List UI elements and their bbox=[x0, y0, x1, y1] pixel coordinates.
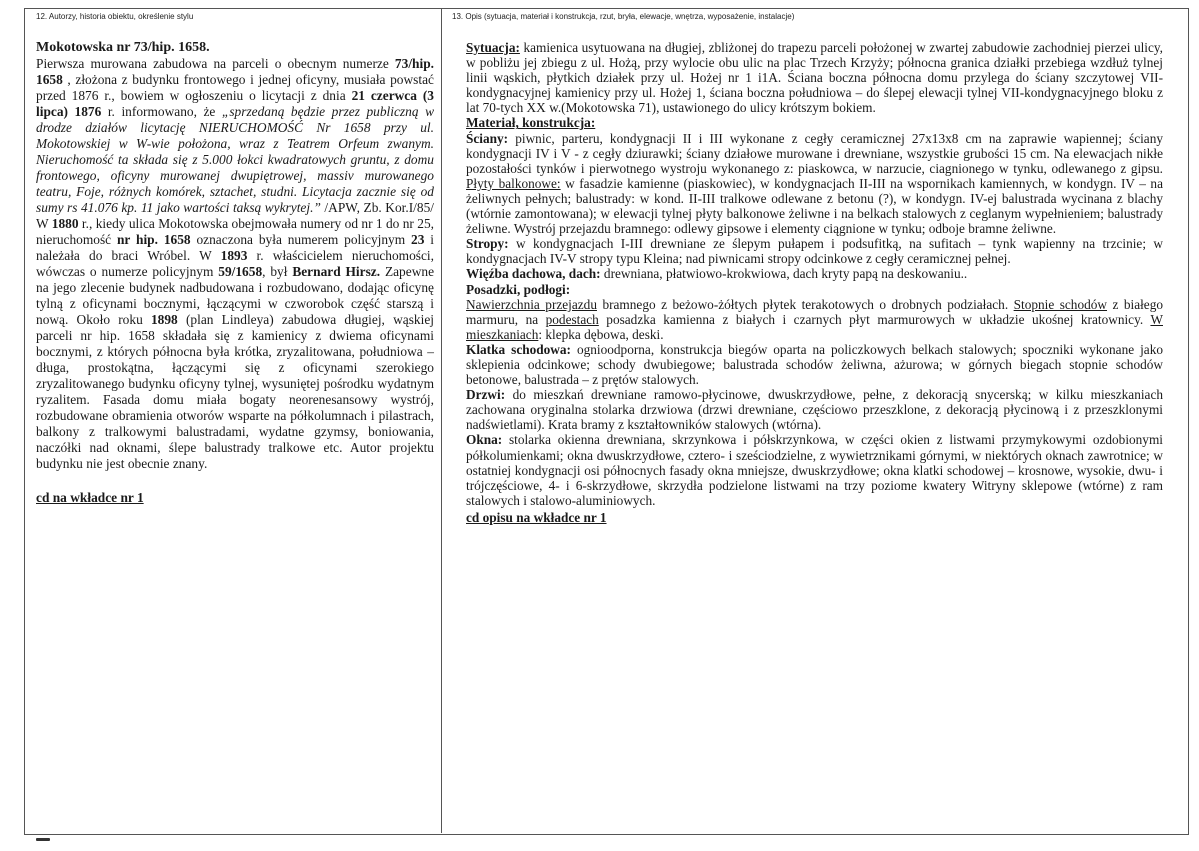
stairs-steps-label: Stopnie schodów bbox=[1013, 296, 1108, 312]
roof-paragraph bbox=[466, 266, 1163, 281]
text-run: r. informowano, że bbox=[101, 104, 222, 119]
roof-text: drewniana, płatwiowo-krokwiowa, dach kryty papą na deskowaniu.. bbox=[600, 266, 968, 282]
left-column-header: 12. Autorzy, historia obiektu, określenie stylu bbox=[36, 12, 194, 21]
text-run: i należała do braci Wróbel. W bbox=[36, 232, 435, 263]
windows-text: stolarka okienna drewniana, skrzynkowa i półskrzynkowa, w części okien z listwami przymykowymi ozdobionymi półkolumienkami; okna dwuskrzydłowe, cztero- i sześciodzielne, z wywietrznikami górnymi, w niektórych oknach zawrotnice; w ostatniej kondygnacji osi północnych fasady okna mniejsze, dwuskrzydłowe; okna klatki schodowej – krosnowe, wysokie, dwu- i trójczęściowe, 4- i 6-skrzydłowe, skrzydła podzielone listwami na trzy poziome kwatery Witryny sklepowe (wtórne) z ram stalowych i stalowo-aluminiowych. bbox=[466, 432, 1163, 508]
bold-run: nr hip. 1658 bbox=[116, 232, 191, 247]
text-run: r. właścicielem nieruchomości, wówczas o numerze policyjnym bbox=[36, 248, 434, 279]
stairs-steps-text: z białego marmuru, na bbox=[466, 296, 1164, 327]
walls-label: Ściany: bbox=[466, 130, 509, 146]
text-run: , złożona z budynku frontowego i jednej oficyny, musiała powstać przed 1876 r., bowiem w ogłoszeniu o licytacji z dnia bbox=[36, 72, 434, 103]
floors-label: Posadzki, podłogi: bbox=[466, 281, 571, 297]
situation-text: kamienica usytuowana na długiej, zbliżonej do trapezu parceli położonej w zwartej zabudowie zachodniej pierzei ulicy, w pobliżu jej zbiegu z ul. Hożą, przy wylocie obu ulic na plac Trzech Krzyży; północna granica działki przebiega wzdłuż tylnej linii wąskich, płytkich działek przy ul. Hożej nr 1 i1A. Ściana boczna północna domu przylega do ściany szczytowej VII-kondygnacyjnej kamienicy przy ul. Hożej 1, ściana boczna południowa – do ślepej elewacji tylnej VII-kondygnacyjnego bloku z lat 70-tych XX w.(Mokotowska 71), ustawionego do ulicy krótszym bokiem. bbox=[466, 40, 1163, 116]
situation-label: Sytuacja: bbox=[466, 40, 520, 55]
owner-name: Bernard Hirsz. bbox=[292, 264, 381, 279]
balcony-label: Płyty balkonowe: bbox=[466, 175, 561, 191]
walls-paragraph bbox=[466, 131, 1163, 237]
bold-run: 1898 bbox=[150, 312, 178, 327]
address-title: Mokotowska nr 73/hip. 1658. bbox=[36, 40, 210, 55]
auction-quote: „sprzedaną będzie przez publiczną w drodze działów licytację NIERUCHOMOŚĆ Nr 1658 przy ul. Mokotowskiej w W-wie położona, wraz z Teatrem Orfeum zwanym. Nieruchomość ta składa się z 5.000 łokci kwadratowych gruntu, z domu frontowego, oficyny murowanej dwupiętrowej, massiv murowanego teatru, Foje, różnych komórek, sztachet, studni. Licytacja zacznie się od sumy rs 41.076 kp. 11 jako wartości taksą wykrytej.” bbox=[36, 104, 434, 215]
text-run: Pierwsza murowana zabudowa na parceli o obecnym numerze bbox=[36, 56, 395, 71]
continuation-link[interactable]: cd na wkładce nr 1 bbox=[36, 490, 144, 505]
staircase-paragraph bbox=[466, 342, 1163, 387]
text-run: (plan Lindleya) zabudowa długiej, wąskiej parceli nr hip. 1658 składała się z kamienicy z dwiema oficynami bocznymi, z których północna była krótka, zryzalitowana, południowa – długa, prostokątna, łączącymi się z oficynami szerokiego zryzalitowanego budynku oficyny tylnej, wysuniętej pośrodku wydatnym ryzalitem. Fasada domu miała bogaty neorenesansowy wystrój, rozbudowane obramienia otworów wsparte na półkolumnach i pilastrach, balkony z tralkowymi balustradami, wydatne gzymsy, boniowania, naczółki nad oknami, ślepe balustrady tralkowe etc. Autor projektu budynku nie jest obecnie znany. bbox=[36, 312, 435, 471]
right-column-header: 13. Opis (sytuacja, materiał i konstrukcja, rzut, bryła, elewacje, wnętrza, wyposażenie, instalacje) bbox=[452, 12, 795, 21]
staircase-label: Klatka schodowa: bbox=[466, 341, 571, 357]
apartments-label: W mieszkaniach bbox=[466, 311, 1163, 342]
landings-text: posadzka kamienna z białych i czarnych płyt marmurowych w układzie ukośnej kratownicy. bbox=[598, 311, 1151, 327]
text-run: , był bbox=[262, 264, 293, 279]
bold-run: 73/hip. 1658 bbox=[36, 56, 434, 87]
windows-label: Okna: bbox=[466, 432, 503, 448]
history-column bbox=[36, 40, 434, 506]
bold-run: 59/1658 bbox=[218, 264, 263, 279]
description-continuation-link[interactable]: cd opisu na wkładce nr 1 bbox=[466, 509, 607, 525]
walls-text-cont: w fasadzie kamienne (piaskowiec), w kondygnacjach II-III na wspornikach kamiennych, w kondygn. IV – na żeliwnych pełnych; balustrady: w kond. II-III tralkowe odlewane z betonu (?), w kondygn. IV-ej balustrada wycinana z blachy (wtórnie zamontowana); w elewacji tylnej płyty balkonowe żeliwne i na belkach stalowych z ceglanym wypełnieniem; balustrady żeliwne. Wystrój przejazdu bramnego: odlewy gipsowe i elementy ciągnione w tynku; odboje bramne żeliwne. bbox=[466, 175, 1163, 237]
bold-run: 1893 bbox=[220, 248, 248, 263]
bold-run: 23 bbox=[411, 232, 425, 247]
bold-run: 1880 bbox=[51, 216, 79, 231]
apartments-text: : klepka dębowa, deski. bbox=[538, 326, 664, 342]
ceilings-label: Stropy: bbox=[466, 236, 509, 252]
doors-text: do mieszkań drewniane ramowo-płycinowe, dwuskrzydłowe, pełne, z dekoracją snycerską; w kilku mieszkaniach zachowana oryginalna stolarka drzwiowa (drzwi drewniane, częściowo przeszklone, z dekoracją płycinową i z przeszklonymi nadświetlami). Krata bramy z kształtowników stalowych (wtórna). bbox=[466, 387, 1163, 433]
passage-surface-label: Nawierzchnia przejazdu bbox=[466, 296, 597, 312]
history-text bbox=[36, 56, 434, 472]
roof-label: Więźba dachowa, dach: bbox=[466, 266, 601, 282]
bold-run: 21 czerwca (3 lipca) 1876 bbox=[36, 88, 435, 119]
material-heading-paragraph bbox=[466, 115, 1163, 130]
floors-paragraph bbox=[466, 297, 1163, 342]
doors-paragraph bbox=[466, 387, 1163, 432]
ceilings-text: w kondygnacjach I-III drewniane ze ślepym pułapem i podsufitką, na sufitach – tynk wapienny na trzcinie; w kondygnacjach IV-V stropy typu Kleina; nad piwnicami stropy odcinkowe z cegły ceramicznej pełnej. bbox=[466, 236, 1163, 267]
floors-heading-paragraph bbox=[466, 282, 1163, 297]
text-run: /APW, Zb. Kor.I/85/ W bbox=[36, 200, 435, 231]
scan-mark bbox=[36, 838, 50, 841]
column-divider bbox=[441, 8, 442, 833]
text-run: Zapewne na jego zlecenie budynek nadbudowana i rozbudowano, dodając oficynę tylną z oficynami bocznymi, łączącymi w czworobok część starszą i nową. Około roku bbox=[36, 264, 435, 327]
windows-paragraph bbox=[466, 432, 1163, 507]
doors-label: Drzwi: bbox=[466, 387, 506, 403]
ceilings-paragraph bbox=[466, 236, 1163, 266]
situation-paragraph bbox=[466, 40, 1163, 115]
material-heading: Materiał, konstrukcja: bbox=[466, 115, 596, 131]
passage-surface-text: bramnego z beżowo-żółtych płytek terakotowych o drobnych podziałach. bbox=[596, 296, 1014, 312]
description-column bbox=[466, 40, 1163, 525]
landings-label: podestach bbox=[545, 311, 599, 327]
text-run: oznaczona była numerem policyjnym bbox=[190, 232, 412, 247]
text-run: r., kiedy ulica Mokotowska obejmowała numery od nr 1 do nr 25, nieruchomość bbox=[36, 216, 434, 247]
walls-text: piwnic, parteru, kondygnacji II i III wykonane z cegły ceramicznej 27x13x8 cm na zaprawie wapiennej; ściany kondygnacji IV i V - z cegły dziurawki; ściany działowe murowane i drewniane, wszystkie grubości 15 cm. Na elewacjach nikłe pozostałości tynków i pierwotnego wystroju wykonanego z: piaskowca, w narzucie, ciagnionego w tynku, odlewanego z gipsu. bbox=[466, 130, 1163, 176]
staircase-text: ognioodporna, konstrukcja biegów oparta na policzkowych belkach stalowych; spoczniki wykonane jako sklepienia odcinkowe; schody dwubiegowe; balustrada schodów żeliwna, ażurowa; w górnych biegach stopnie schodów betonowe, balustrada – z prętów stalowych. bbox=[466, 341, 1163, 388]
